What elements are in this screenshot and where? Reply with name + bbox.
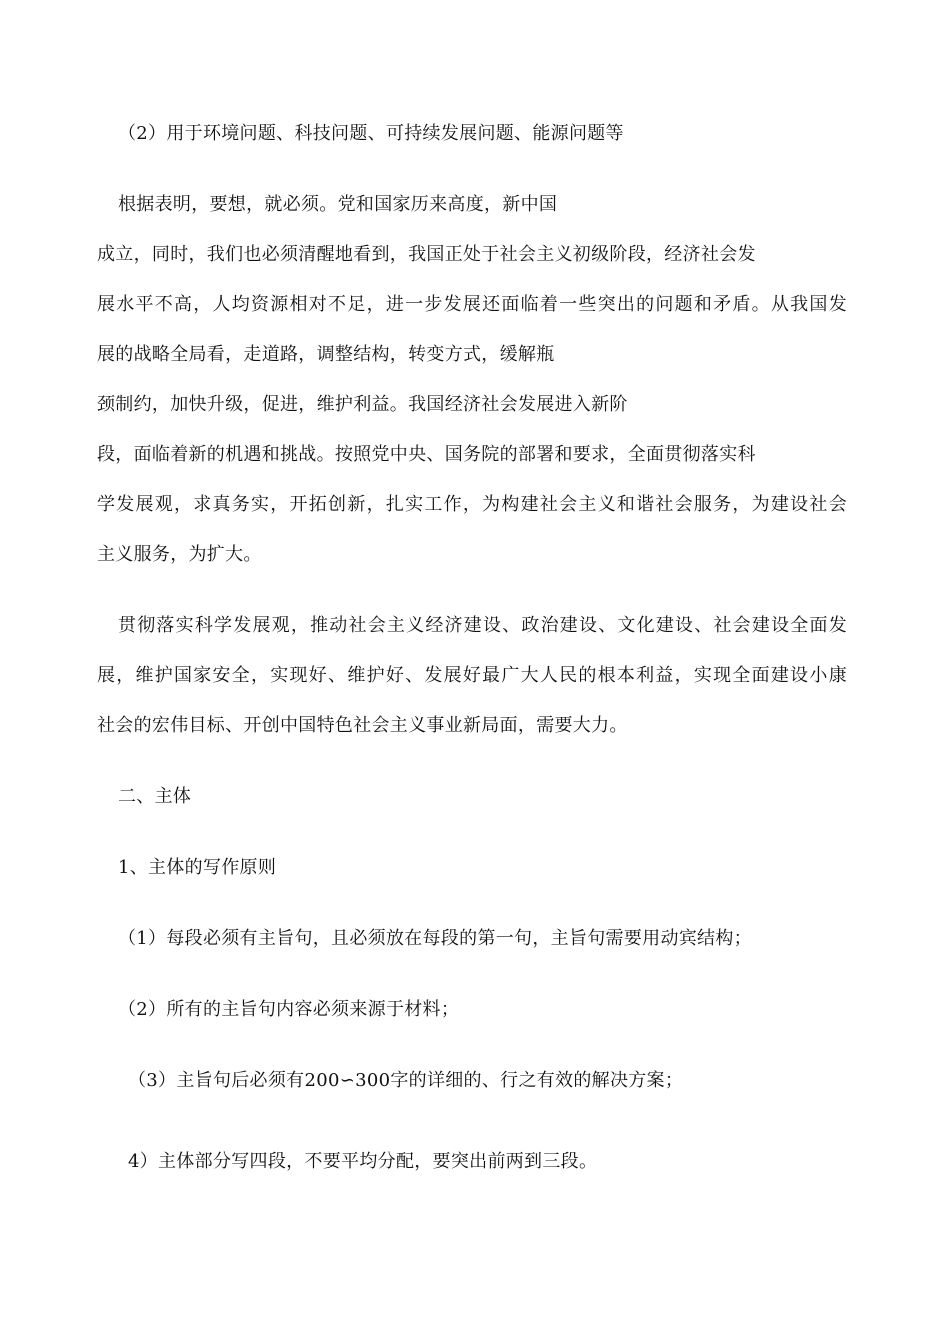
para2-line-2: 展，维护国家安全，实现好、维护好、发展好最广大人民的根本利益，实现全面建设小康 (97, 665, 847, 686)
rule-item-1: （1）每段必须有主旨句，且必须放在每段的第一句，主旨句需要用动宾结构； (118, 928, 752, 949)
para1-line-8: 主义服务，为扩大。 (97, 544, 262, 565)
para1-line-5: 颈制约，加快升级，促进，维护利益。我国经济社会发展进入新阶 (97, 394, 628, 415)
para1-line-6: 段，面临着新的机遇和挑战。按照党中央、国务院的部署和要求，全面贯彻落实科 (97, 444, 756, 465)
rule-item-3: （3）主旨句后必须有200∽300字的详细的、行之有效的解决方案； (128, 1070, 684, 1091)
section-heading: 二、主体 (118, 786, 192, 807)
rule-item-2: （2）所有的主旨句内容必须来源于材料； (118, 999, 460, 1020)
para1-line-7: 学发展观，求真务实，开拓创新，扎实工作，为构建社会主义和谐社会服务，为建设社会 (97, 494, 847, 515)
para2-line-3: 社会的宏伟目标、开创中国特色社会主义事业新局面，需要大力。 (97, 715, 628, 736)
intro-item: （2）用于环境问题、科技问题、可持续发展问题、能源问题等 (118, 123, 624, 144)
para2-line-1: 贯彻落实科学发展观，推动社会主义经济建设、政治建设、文化建设、社会建设全面发 (118, 615, 847, 636)
subsection-heading: 1、主体的写作原则 (118, 857, 277, 878)
para1-line-2: 成立，同时，我们也必须清醒地看到，我国正处于社会主义初级阶段，经济社会发 (97, 244, 756, 265)
rule-item-4: 4）主体部分写四段，不要平均分配，要突出前两到三段。 (128, 1151, 598, 1172)
para1-line-1: 根据表明，要想，就必须。党和国家历来高度，新中国 (118, 194, 558, 215)
para1-line-4: 展的战略全局看，走道路，调整结构，转变方式，缓解瓶 (97, 344, 555, 365)
para1-line-3: 展水平不高，人均资源相对不足，进一步发展还面临着一些突出的问题和矛盾。从我国发 (97, 294, 847, 315)
